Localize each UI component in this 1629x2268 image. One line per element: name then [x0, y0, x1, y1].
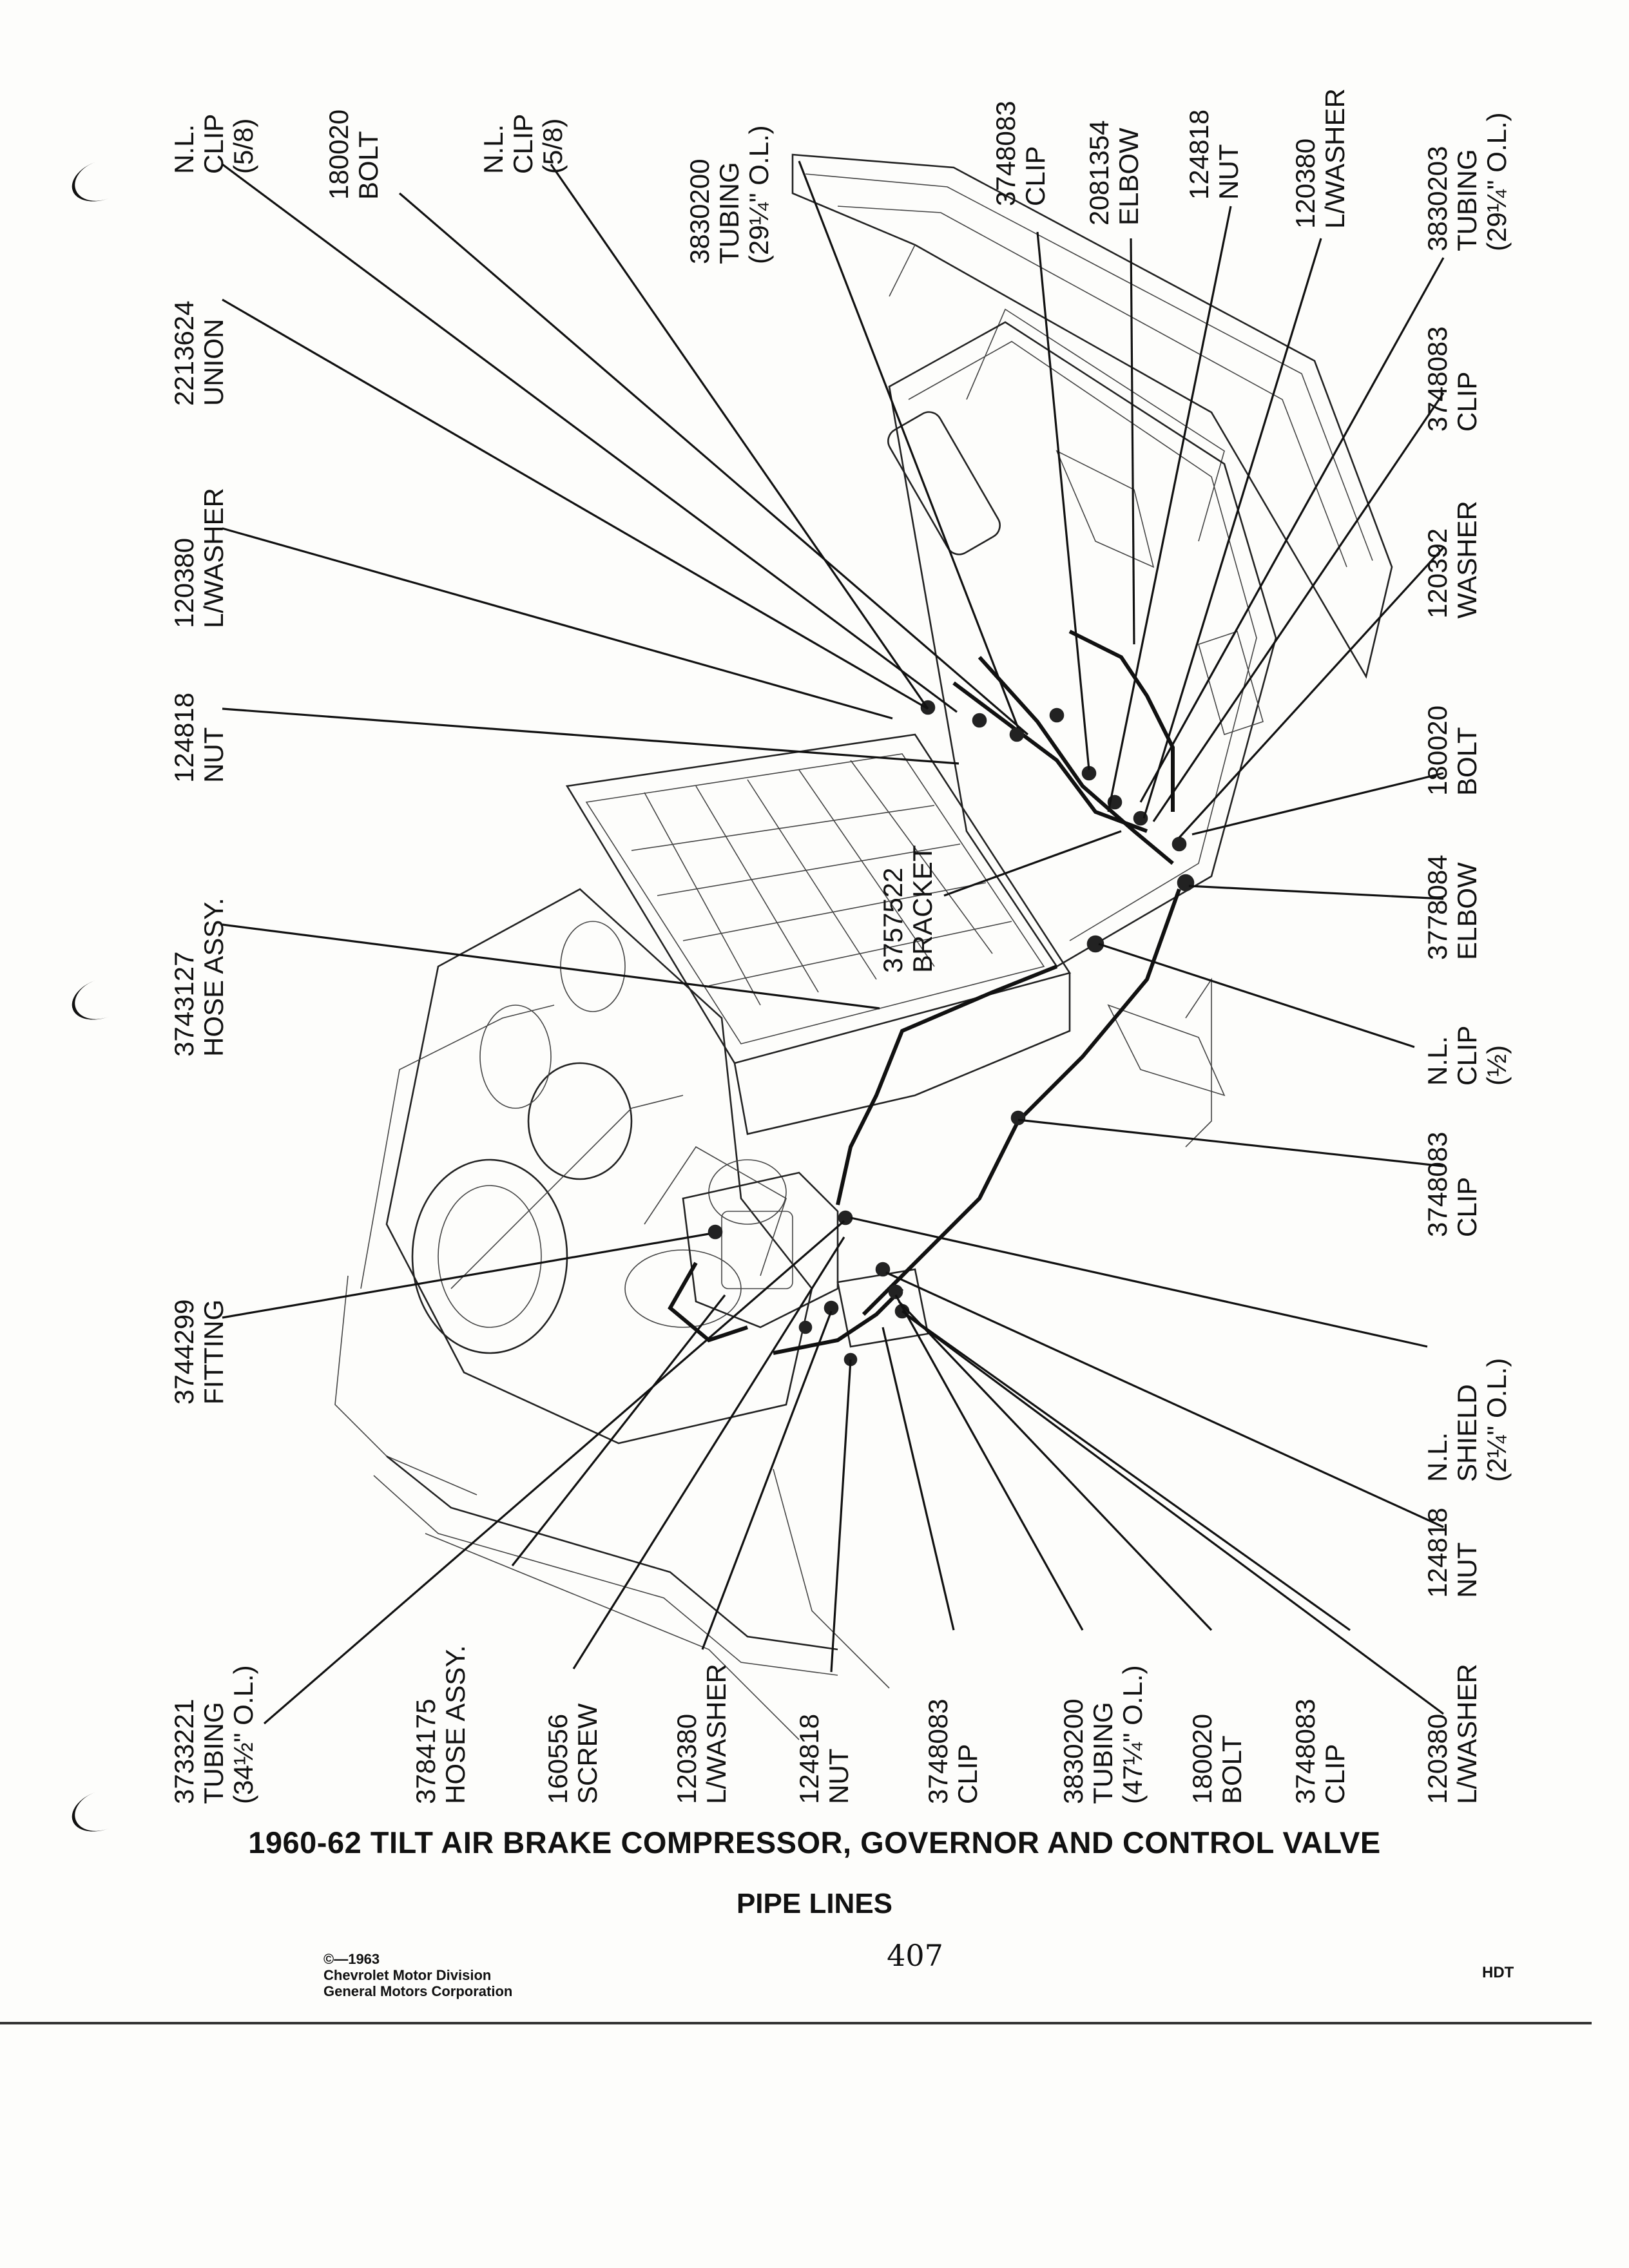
callout-3748083-clip-top: [990, 101, 1050, 206]
callout-120380-lwasher-bottom-right: [1422, 1664, 1482, 1804]
callout-part: 3830200: [684, 159, 715, 264]
callout-part: 3748083: [1290, 1698, 1320, 1804]
callout-part: N.L.: [1422, 1432, 1452, 1482]
callout-part: 3784175: [410, 1698, 441, 1804]
callout-name: ELBOW: [1452, 862, 1482, 960]
bottom-rule: [0, 2022, 1592, 2024]
callout-part: 3748083: [990, 101, 1021, 206]
callout-name: ELBOW: [1113, 128, 1144, 226]
callout-name: CLIP: [508, 113, 538, 174]
callout-part: N.L.: [169, 124, 199, 174]
callout-2081354-elbow: [1084, 120, 1144, 226]
callout-part: 124818: [169, 692, 199, 783]
callout-name: CLIP: [1452, 1025, 1482, 1086]
callout-name: FITTING: [198, 1299, 229, 1405]
callout-name: TUBING: [714, 162, 744, 264]
callout-part: 120392: [1422, 528, 1452, 619]
copyright-line: General Motors Corporation: [323, 1983, 513, 1999]
callout-part: 124818: [794, 1713, 824, 1804]
compressor: [683, 1173, 838, 1327]
callout-180020-bolt-right: [1422, 706, 1482, 796]
cab-roof-outline: [793, 155, 1392, 677]
callout-part: 180020: [323, 109, 354, 200]
callout-part: 120380: [1290, 138, 1320, 229]
callout-name: TUBING: [198, 1702, 229, 1804]
callout-name: CLIP: [1452, 1177, 1482, 1237]
callout-part: 3744299: [169, 1299, 199, 1405]
callout-part: 3733221: [169, 1698, 199, 1804]
callout-name: UNION: [198, 318, 229, 406]
callout-3748083-clip-right-b: [1422, 1131, 1482, 1237]
callout-name: BOLT: [1452, 727, 1482, 796]
air-cleaner: [412, 1160, 567, 1353]
callout-120380-lwasher-bottom: [671, 1664, 731, 1804]
callout-part: 2081354: [1084, 120, 1114, 226]
callout-nl-shield: [1422, 1358, 1512, 1482]
callout-part: 120380: [671, 1713, 702, 1804]
callout-spec: (2¼" O.L.): [1481, 1358, 1512, 1482]
callout-nl-clip-5-8-a: [169, 114, 258, 174]
leader-lines: [222, 161, 1443, 1724]
callout-124818-nut-bottom: [794, 1714, 854, 1804]
callout-part: 180020: [1187, 1713, 1217, 1804]
copyright-line: Chevrolet Motor Division: [323, 1967, 492, 1983]
callout-120380-lwasher-top: [1290, 88, 1350, 229]
callout-name: CLIP: [1452, 371, 1482, 432]
callout-name: L/WASHER: [1320, 88, 1350, 229]
callout-name: CLIP: [1320, 1744, 1350, 1804]
callout-120380-lwasher-left: [169, 488, 229, 628]
callout-part: 2213624: [169, 300, 199, 406]
callout-nl-clip-5-8-b: [478, 114, 568, 174]
callout-part: 124818: [1422, 1507, 1452, 1598]
callout-name: TUBING: [1088, 1702, 1118, 1804]
callout-3784175-hose-assy: [410, 1645, 470, 1804]
callout-3748083-clip-bottom-a: [923, 1698, 983, 1804]
callout-name: HOSE ASSY.: [198, 898, 229, 1057]
callout-part: 3830203: [1422, 146, 1452, 251]
callout-part: 3748083: [1422, 326, 1452, 432]
callout-name: TUBING: [1452, 149, 1482, 251]
figure-title: 1960-62 TILT AIR BRAKE COMPRESSOR, GOVERNOR AND CONTROL VALVE: [248, 1825, 1381, 1860]
callout-3748083-clip-bottom-b: [1290, 1698, 1350, 1804]
section-code: HDT: [1482, 1964, 1514, 1981]
figure-subtitle: PIPE LINES: [736, 1888, 893, 1919]
callout-2213624-union: [169, 300, 229, 406]
callout-part: 120380: [169, 537, 199, 628]
radiator-core: [567, 735, 1070, 1063]
cab-door-frame: [889, 322, 1276, 966]
callout-3830200-tubing-top: [684, 125, 774, 264]
callout-3830200-tubing-bottom: [1058, 1665, 1148, 1804]
callout-nl-clip-1-2: [1422, 1026, 1512, 1086]
callout-part: 3743127: [169, 951, 199, 1057]
hose-3743127: [838, 966, 1057, 1205]
callout-3744299-fitting: [169, 1299, 229, 1405]
tubing-upper-cross: [954, 683, 1147, 831]
copyright-notice: [323, 1951, 512, 1999]
callout-name: NUT: [198, 727, 229, 783]
callout-name: NUT: [1452, 1542, 1482, 1598]
callout-spec: (34½" O.L.): [228, 1665, 258, 1804]
callout-124818-nut-right: [1422, 1508, 1482, 1598]
callout-name: SHIELD: [1452, 1384, 1482, 1482]
illustration: [335, 155, 1392, 1740]
callout-spec: (47¼" O.L.): [1117, 1665, 1148, 1804]
callout-spec: (5/8): [537, 118, 568, 174]
copyright-line: ©—1963: [323, 1951, 380, 1967]
callout-part: N.L.: [478, 124, 508, 174]
callout-part: 160556: [543, 1713, 573, 1804]
callout-name: NUT: [824, 1748, 854, 1804]
callout-180020-bolt-bottom: [1187, 1714, 1247, 1804]
callout-124818-nut-top: [1184, 110, 1244, 200]
callout-3733221-tubing: [169, 1665, 258, 1804]
callout-3743127-hose-assy: [169, 898, 229, 1057]
callout-3748083-clip-right-a: [1422, 326, 1482, 432]
callout-name: NUT: [1213, 144, 1244, 200]
callout-3778084-elbow: [1422, 854, 1482, 960]
callout-part: 120380: [1422, 1713, 1452, 1804]
callout-spec: (5/8): [228, 118, 258, 174]
callout-part: 180020: [1422, 705, 1452, 796]
callout-name: CLIP: [198, 113, 229, 174]
callout-3757522-bracket: [878, 845, 938, 973]
callout-spec: (29¼" O.L.): [1481, 112, 1512, 251]
callout-3830203-tubing: [1422, 112, 1512, 251]
callout-name: L/WASHER: [198, 488, 229, 628]
callout-name: WASHER: [1452, 501, 1482, 619]
callout-part: 3778084: [1422, 854, 1452, 960]
callout-name: L/WASHER: [701, 1664, 731, 1804]
callout-name: CLIP: [1020, 146, 1050, 206]
callout-180020-bolt-top: [323, 110, 383, 200]
callout-name: BOLT: [353, 131, 383, 200]
callout-part: 3748083: [1422, 1131, 1452, 1237]
callout-part: 3830200: [1058, 1698, 1088, 1804]
callout-124818-nut-left: [169, 693, 229, 783]
callout-name: L/WASHER: [1452, 1664, 1482, 1804]
callout-spec: (½): [1481, 1045, 1512, 1086]
callout-spec: (29¼" O.L.): [744, 125, 774, 264]
callout-part: 3748083: [923, 1698, 953, 1804]
callout-name: CLIP: [952, 1744, 983, 1804]
callout-part: 3757522: [878, 867, 908, 973]
callout-labels: [169, 88, 1512, 1804]
callout-name: HOSE ASSY.: [440, 1645, 470, 1804]
callout-120392-washer: [1422, 501, 1482, 619]
callout-part: 124818: [1184, 109, 1214, 200]
callout-name: BRACKET: [907, 845, 938, 973]
callout-160556-screw: [543, 1703, 602, 1804]
callout-part: N.L.: [1422, 1035, 1452, 1086]
page-number: 407: [887, 1938, 943, 1973]
callout-name: SCREW: [572, 1703, 602, 1804]
callout-name: BOLT: [1217, 1735, 1247, 1804]
